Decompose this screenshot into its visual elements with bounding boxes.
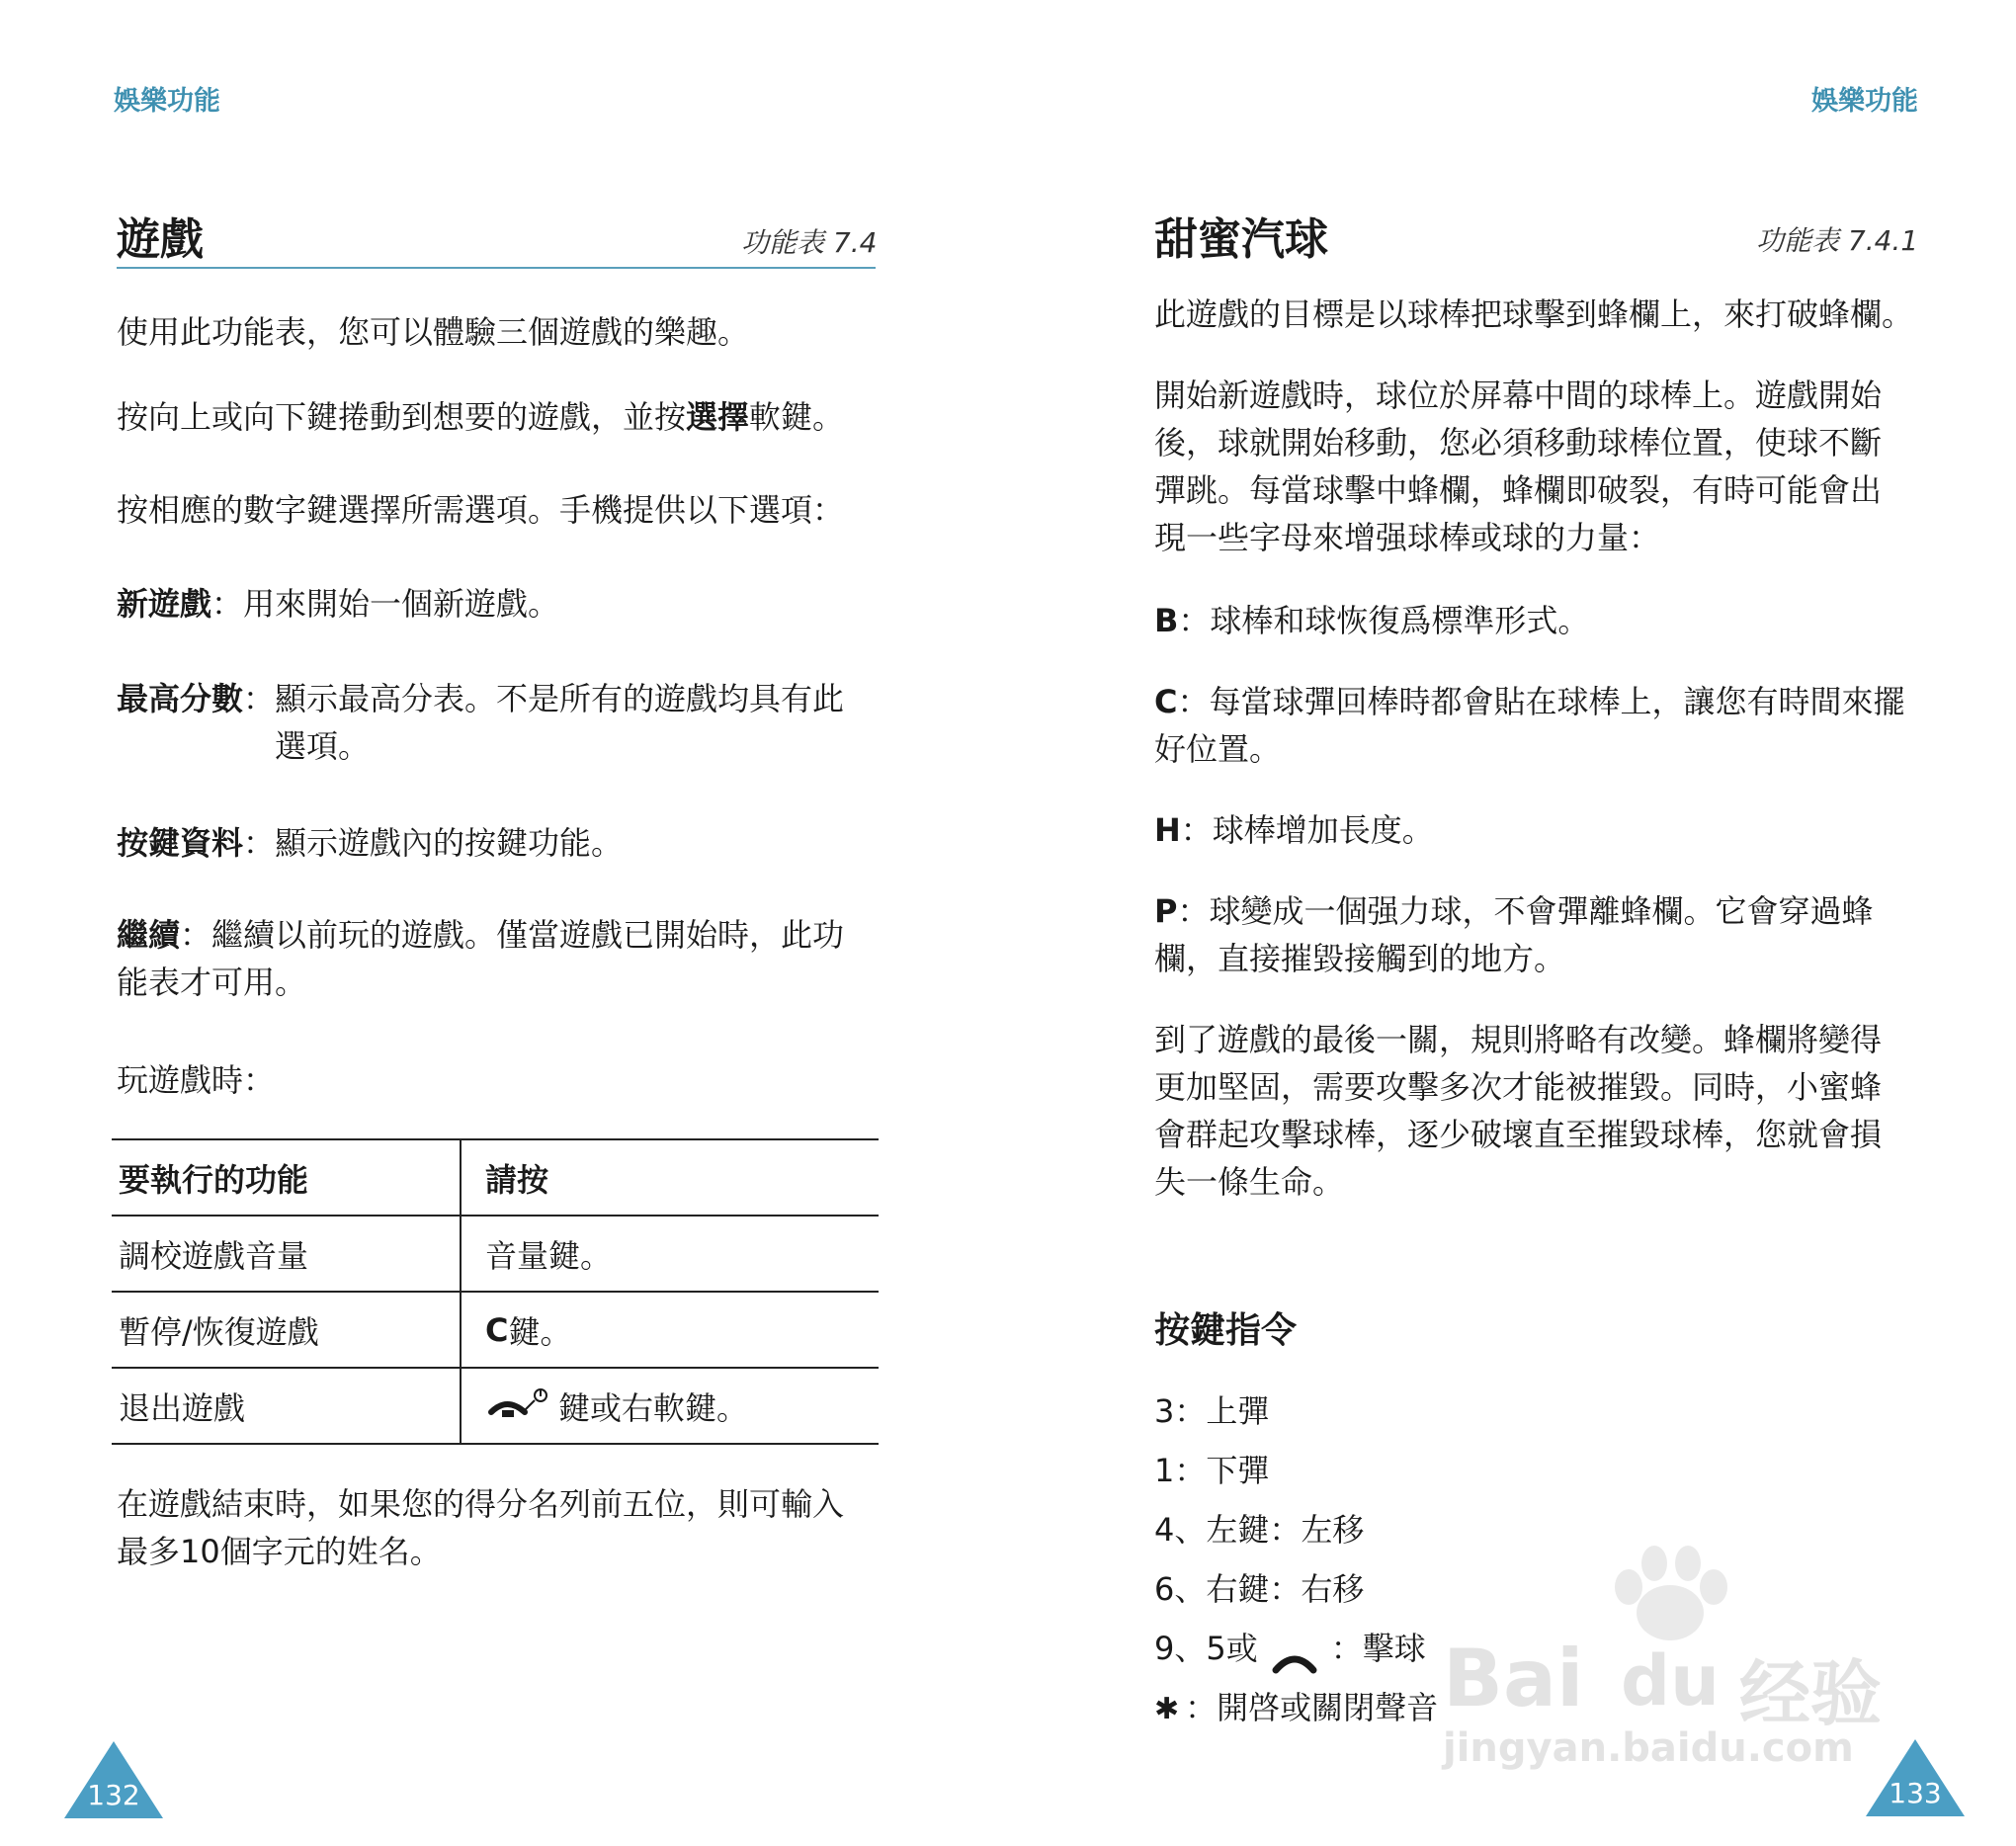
left-page-number-tab (64, 1741, 163, 1818)
watermark-brand: Bai (1443, 1633, 1584, 1724)
powerup-h-label: H (1154, 811, 1181, 849)
gameplay-line-1: 開始新遊戲時，球位於屏幕中間的球棒上。遊戲開始 (1154, 377, 1883, 414)
c-key-label: C (485, 1310, 509, 1349)
table-header-row (112, 1140, 879, 1217)
option-new-game-label: 新遊戲 (117, 585, 212, 623)
powerup-c-text: ：每當球彈回棒時都會貼在球棒上，讓您有時間來擺 (1177, 683, 1905, 720)
left-page-title: 遊戲 (117, 214, 204, 265)
final-level-line-3: 會群起攻擊球棒，逐少破壞直至摧毀球棒，您就會損 (1154, 1116, 1883, 1153)
watermark-cn: 经验 (1739, 1652, 1883, 1735)
key-commands-heading: 按鍵指令 (1154, 1310, 1298, 1351)
option-high-score (117, 675, 887, 774)
list-item: 3：上彈 (1154, 1392, 1270, 1430)
watermark-url: jingyan.baidu.com (1443, 1725, 1854, 1771)
powerup-c-label: C (1154, 683, 1178, 720)
closing-line-2: 最多10個字元的姓名。 (117, 1533, 442, 1570)
final-level-line-1: 到了遊戲的最後一關，規則將略有改變。蜂欄將變得 (1154, 1021, 1883, 1058)
table-cell-press (462, 1369, 879, 1443)
option-new-game (117, 580, 559, 628)
table-header-press: 請按 (485, 1160, 549, 1199)
powerup-b (1154, 597, 1589, 644)
option-high-score-text-cont: 選項。 (275, 727, 371, 765)
key-commands-list (1154, 1382, 1438, 1739)
left-menu-reference: 功能表 7.4 (741, 226, 878, 259)
powerup-p (1154, 887, 1873, 982)
end-key-suffix: 鍵或右軟鍵。 (558, 1388, 749, 1427)
closing-line-1: 在遊戲結束時，如果您的得分名列前五位，則可輸入 (117, 1485, 845, 1523)
gameplay-line-3: 彈跳。每當球擊中蜂欄，蜂欄即破裂，有時可能會出 (1154, 471, 1883, 509)
option-continue-label: 繼續 (117, 916, 181, 954)
table-row (112, 1217, 879, 1293)
sound-toggle-text: ：開啓或關閉聲音 (1185, 1689, 1439, 1726)
hit-keys-suffix: ：擊球 (1330, 1630, 1426, 1667)
option-key-info-text: ：顯示遊戲內的按鍵功能。 (243, 824, 624, 862)
table-header-function: 要執行的功能 (112, 1140, 462, 1215)
powerup-p-text-cont: 欄，直接摧毀接觸到的地方。 (1154, 940, 1566, 977)
table-cell-function: 調校遊戲音量 (112, 1217, 462, 1291)
table-cell-press (462, 1293, 879, 1367)
final-level-line-4: 失一條生命。 (1154, 1163, 1345, 1201)
powerup-b-text: ：球棒和球恢復爲標準形式。 (1178, 602, 1590, 639)
select-key-label: 選擇 (686, 398, 750, 436)
table-cell-function: 暫停/恢復遊戲 (112, 1293, 462, 1367)
table-row (112, 1369, 879, 1445)
send-key-icon (1270, 1636, 1319, 1665)
game-controls-table (112, 1138, 879, 1445)
powerup-h-text: ：球棒增加長度。 (1180, 811, 1434, 849)
powerup-p-label: P (1154, 892, 1178, 930)
left-options-intro: 按相應的數字鍵選擇所需選項。手機提供以下選項： (117, 491, 845, 529)
asterisk-key-icon: ✱ (1154, 1692, 1180, 1726)
right-page-number: 133 (1889, 1777, 1942, 1809)
scroll-instruction-text: 按向上或向下鍵捲動到想要的遊戲，並按 (117, 398, 687, 436)
left-page-number: 132 (87, 1779, 140, 1811)
right-intro-paragraph: 此遊戲的目標是以球棒把球擊到蜂欄上，來打破蜂欄。 (1154, 295, 1914, 333)
left-title-rule (117, 267, 876, 269)
table-cell-function: 退出遊戲 (112, 1369, 462, 1443)
left-closing-paragraph (117, 1480, 844, 1575)
end-power-key-icon (485, 1386, 550, 1426)
powerup-b-label: B (1154, 602, 1179, 639)
option-high-score-label: 最高分數 (117, 680, 244, 717)
option-continue (117, 911, 844, 1006)
right-page-title: 甜蜜汽球 (1154, 214, 1328, 265)
option-key-info-label: 按鍵資料 (117, 824, 244, 862)
gameplay-line-4: 現一些字母來增强球棒或球的力量： (1154, 519, 1661, 556)
final-level-line-2: 更加堅固，需要攻擊多次才能被摧毀。同時，小蜜蜂 (1154, 1068, 1883, 1106)
scroll-instruction-suffix: 軟鍵。 (749, 398, 845, 436)
right-gameplay-paragraph (1154, 372, 1882, 561)
table-row (112, 1293, 879, 1369)
list-item: 1：下彈 (1154, 1452, 1270, 1489)
powerup-p-text: ：球變成一個强力球，不會彈離蜂欄。它會穿過蜂 (1177, 892, 1874, 930)
right-final-level-paragraph (1154, 1016, 1882, 1206)
gameplay-line-2: 後，球就開始移動，您必須移動球棒位置，使球不斷 (1154, 424, 1883, 462)
list-item (1154, 1678, 1438, 1739)
left-intro-paragraph: 使用此功能表，您可以體驗三個遊戲的樂趣。 (117, 313, 750, 351)
hit-keys-text: 9、5或 (1154, 1630, 1258, 1667)
option-new-game-text: ：用來開始一個新遊戲。 (211, 585, 560, 623)
watermark-brand-du: du (1621, 1640, 1720, 1721)
list-item: 4、左鍵：左移 (1154, 1511, 1365, 1549)
option-high-score-text: ：顯示最高分表。不是所有的遊戲均具有此 (243, 680, 845, 717)
paw-logo-icon (1591, 1542, 1749, 1650)
c-key-suffix: 鍵。 (508, 1312, 572, 1351)
right-menu-reference: 功能表 7.4.1 (1756, 224, 1919, 257)
powerup-c (1154, 678, 1905, 773)
left-playing-intro: 玩遊戲時： (117, 1061, 276, 1099)
baidu-watermark (1423, 1542, 1947, 1769)
left-scroll-instruction (117, 393, 844, 441)
option-key-info (117, 819, 623, 867)
right-running-header: 娛樂功能 (1811, 86, 1918, 117)
list-item: 6、右鍵：右移 (1154, 1570, 1365, 1608)
left-running-header: 娛樂功能 (114, 86, 220, 117)
option-continue-text-cont: 能表才可用。 (117, 964, 307, 1001)
table-cell-press: 音量鍵。 (485, 1236, 613, 1275)
powerup-c-text-cont: 好位置。 (1154, 730, 1282, 768)
powerup-h (1154, 806, 1434, 854)
list-item (1154, 1619, 1438, 1678)
option-continue-text: ：繼續以前玩的遊戲。僅當遊戲已開始時，此功 (180, 916, 845, 954)
